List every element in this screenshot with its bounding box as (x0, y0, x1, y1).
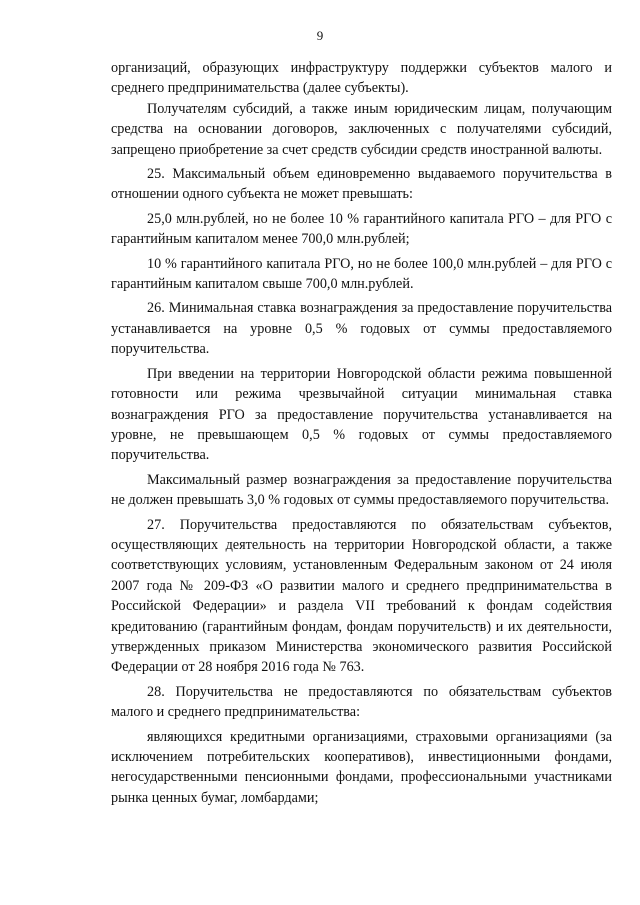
paragraph-item-25: 25. Максимальный объем единовременно выдаваемого поручительства в отношении одного субъекта не может превышать: (111, 166, 612, 203)
paragraph-item-28-exclusions: являющихся кредитными организациями, страховыми организациями (за исключением потребительских кооперативов), инвестиционными фондами, негосударственными пенсионными фондами, профессиональными участниками рынка ценных бумаг, ломбардами; (111, 728, 612, 806)
paragraph-item-25-limit-small: 25,0 млн.рублей, но не более 10 % гарантийного капитала РГО – для РГО с гарантийным капиталом менее 700,0 млн.рублей; (111, 210, 612, 248)
paragraph-subsidy-recipients: Получателям субсидий, а также иным юридическим лицам, получающим средства на основании договоров, заключенных с получателями субсидий, запрещено приобретение за счет средств субсидии средств иностранной валюты. (111, 100, 612, 158)
paragraph-maximum-fee: Максимальный размер вознаграждения за предоставление поручительства не должен превышать 3,0 % годовых от суммы предоставляемого поручительства. (111, 471, 612, 509)
paragraph-emergency-regime-rate: При введении на территории Новгородской области режима повышенной готовности или режима чрезвычайной ситуации минимальная ставка вознаграждения РГО за предоставление поручительства устанавливается на уровне, не превышающем 0,5 % годовых от суммы предоставляемого поручительства. (111, 365, 612, 464)
paragraph-item-28: 28. Поручительства не предоставляются по обязательствам субъектов малого и среднего предпринимательства: (111, 683, 612, 721)
page-number: 9 (316, 28, 324, 43)
paragraph-item-25-limit-large: 10 % гарантийного капитала РГО, но не более 100,0 млн.рублей – для РГО с гарантийным капиталом свыше 700,0 млн.рублей. (111, 255, 612, 293)
document-body (111, 58, 612, 808)
paragraph-item-26: 26. Минимальная ставка вознаграждения за предоставление поручительства устанавливается на уровне 0,5 % годовых от суммы предоставляемого поручительства. (111, 300, 612, 358)
paragraph-item-27: 27. Поручительства предоставляются по обязательствам субъектов, осуществляющих деятельность на территории Новгородской области, а также соответствующих условиям, установленным Федеральным законом от 24 июля 2007 года № 209-ФЗ «О развитии малого и среднего предпринимательства в Российской Федерации» и раздела VII требований к фондам содействия кредитованию (гарантийным фондам, фондам поручительств) и их деятельности, утвержденных приказом Министерства экономического развития Российской Федерации от 28 ноября 2016 года № 763. (111, 516, 612, 676)
paragraph-infrastructure-continuation: организаций, образующих инфраструктуру поддержки субъектов малого и среднего предпринимательства (далее субъекты). (111, 60, 612, 97)
